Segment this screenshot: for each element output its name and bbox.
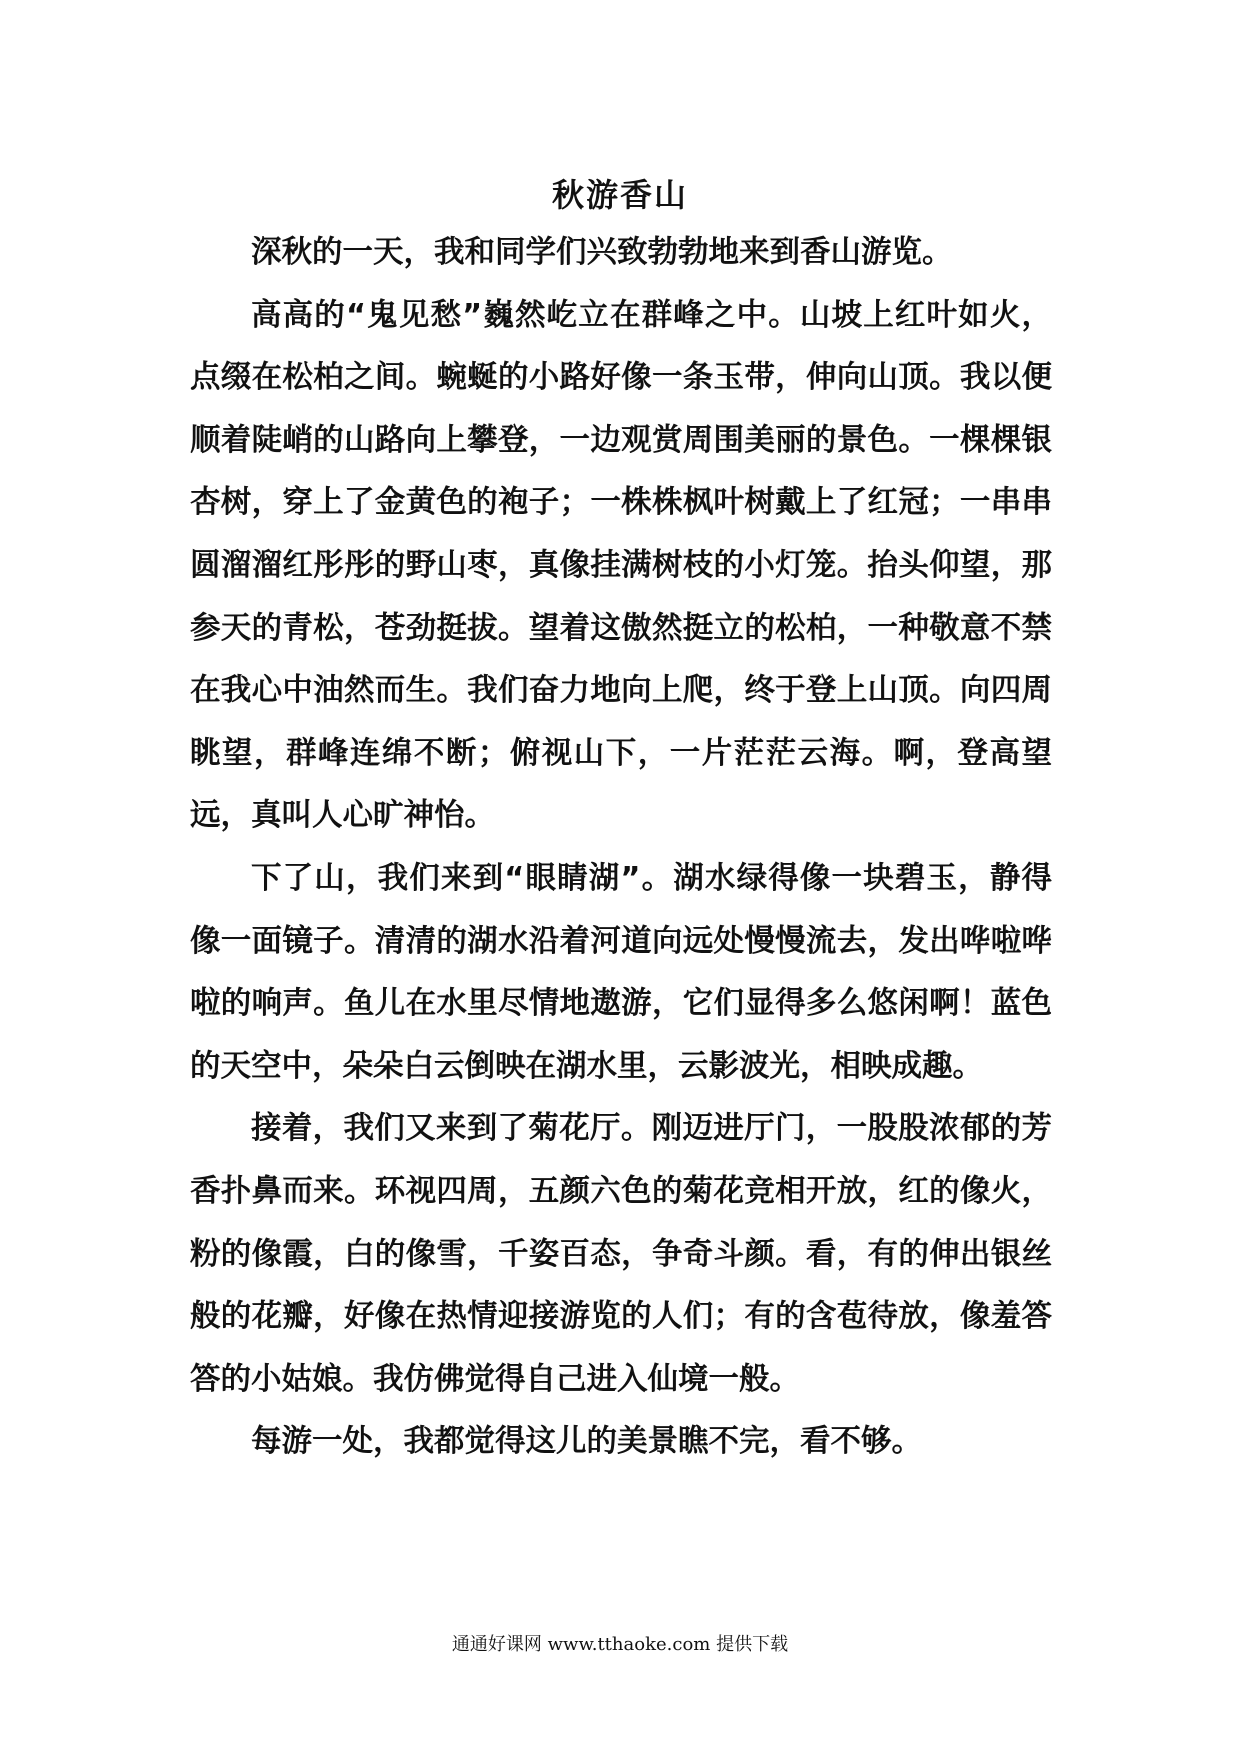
footer-credit: 通通好课网 www.tthaoke.com 提供下载 (451, 1634, 789, 1655)
essay-body (190, 222, 1052, 1474)
paragraph-3: 下了山，我们来到“眼睛湖”。湖水绿得像一块碧玉，静得像一面镜子。清清的湖水沿着河道向远处慢慢流去，发出哗啦哗啦的响声。鱼儿在水里尽情地遨游，它们显得多么悠闲啊！蓝色的天空中，朵朵白云倒映在湖水里，云影波光，相映成趣。 (190, 860, 1052, 1084)
paragraph-2: 高高的“鬼见愁”巍然屹立在群峰之中。山坡上红叶如火，点缀在松柏之间。蜿蜒的小路好像一条玉带，伸向山顶。我以便顺着陡峭的山路向上攀登，一边观赏周围美丽的景色。一棵棵银杏树，穿上了金黄色的袍子；一株株枫叶树戴上了红冠；一串串圆溜溜红彤彤的野山枣，真像挂满树枝的小灯笼。抬头仰望，那参天的青松，苍劲挺拔。望着这傲然挺立的松柏，一种敬意不禁在我心中油然而生。我们奋力地向上爬，终于登上山顶。向四周眺望，群峰连绵不断；俯视山下，一片茫茫云海。啊，登高望远，真叫人心旷神怡。 (190, 297, 1052, 834)
document-title: 秋游香山 (551, 176, 688, 214)
paragraph-4: 接着，我们又来到了菊花厅。刚迈进厅门，一股股浓郁的芳香扑鼻而来。环视四周，五颜六色的菊花竞相开放，红的像火，粉的像霞，白的像雪，千姿百态，争奇斗颜。看，有的伸出银丝般的花瓣，好像在热情迎接游览的人们；有的含苞待放，像羞答答的小姑娘。我仿佛觉得自己进入仙境一般。 (190, 1111, 1052, 1397)
paragraph-1: 深秋的一天，我和同学们兴致勃勃地来到香山游览。 (251, 235, 953, 270)
paragraph-5: 每游一处，我都觉得这儿的美景瞧不完，看不够。 (251, 1424, 922, 1460)
